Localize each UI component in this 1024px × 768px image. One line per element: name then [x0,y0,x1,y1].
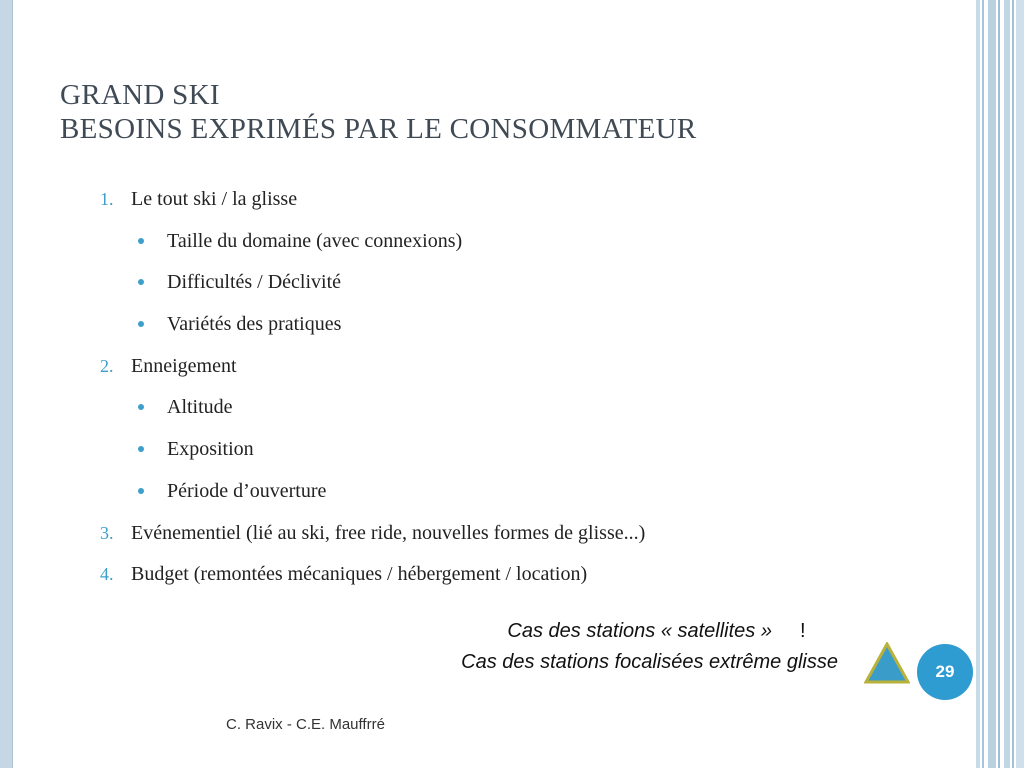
slide-footer: C. Ravix - C.E. Mauffrré [226,716,385,733]
list-number: 4. [100,564,114,585]
note-extreme-glisse: Cas des stations focalisées extrême glisse [461,651,838,673]
list-item-text: Enneigement [131,354,237,377]
list-subitem [100,434,920,476]
left-border-decoration [0,0,13,768]
list-number: 2. [100,355,114,376]
list-subitem [100,476,920,518]
list-item-text: Budget (remontées mécaniques / hébergement / location) [131,563,588,586]
bullet-icon [138,488,144,494]
list-subitem [100,392,920,434]
right-stripe-decoration [1016,0,1024,768]
right-stripe-decoration [982,0,984,768]
page-number-badge: 29 [917,644,973,700]
right-stripe-decoration [976,0,980,768]
bullet-icon [138,404,144,410]
list-subitem-text: Exposition [167,438,254,461]
list-number: 1. [100,189,114,209]
list-subitem [100,267,920,309]
list-item-2 [100,351,920,393]
list-subitem [100,226,920,268]
list-subitem-text: Variétés des pratiques [167,313,342,336]
list-subitem-text: Difficultés / Déclivité [167,271,342,294]
right-stripe-decoration [1004,0,1010,768]
list-subitem-text: Période d’ouverture [167,479,327,502]
slide-title-line2: BESOINS EXPRIMÉS PAR LE CONSOMMATEUR [60,113,697,145]
slide-content-list [100,184,920,601]
list-subitem-text: Taille du domaine (avec connexions) [167,229,463,252]
list-subitem-text: Altitude [167,396,233,419]
list-item-3 [100,518,920,560]
list-item-text: Le tout ski / la glisse [131,188,298,210]
right-stripe-decoration [988,0,996,768]
slide-title [60,78,697,146]
note-satellites: Cas des stations « satellites » [507,620,772,642]
bullet-icon [138,238,144,244]
triangle-shape [866,644,908,682]
list-subitem [100,309,920,351]
slide-title-line1: GRAND SKI [60,79,220,111]
bullet-icon [138,446,144,452]
list-item-1 [100,184,920,226]
triangle-icon[interactable] [864,642,910,684]
list-item-4 [100,559,920,601]
right-stripe-decoration [998,0,1000,768]
bullet-icon [138,279,144,285]
right-stripe-decoration [1012,0,1014,768]
list-item-text: Evénementiel (lié au ski, free ride, nouvelles formes de glisse...) [131,521,646,544]
list-number: 3. [100,522,114,543]
bullet-icon [138,321,144,327]
note-exclamation: ! [800,620,806,642]
